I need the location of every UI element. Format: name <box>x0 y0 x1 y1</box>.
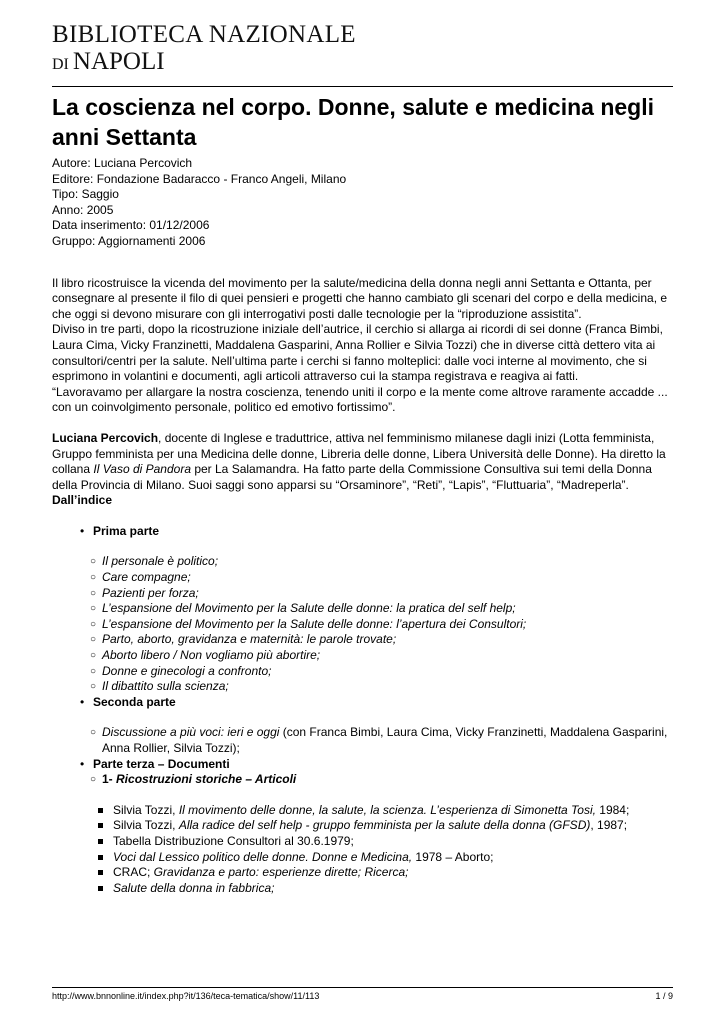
page-footer <box>52 987 673 1002</box>
list-item: Tabella Distribuzione Consultori al 30.6.1979; <box>98 834 675 850</box>
square-bullet-icon <box>98 870 103 875</box>
circle-bullet-icon: ○ <box>90 572 97 584</box>
list-item: Silvia Tozzi, Il movimento delle donne, la salute, la scienza. L’esperienza di Simonetta Tosi, 1984; <box>98 803 675 819</box>
list-item: ○ Donne e ginecologi a confronto; <box>90 663 272 678</box>
list-item: ○ L’espansione del Movimento per la Salute delle donne: la pratica del self help; <box>90 601 516 616</box>
part3-label: Parte terza – Documenti <box>93 756 230 771</box>
author-bio <box>52 431 675 493</box>
circle-bullet-icon: ○ <box>90 634 97 646</box>
square-bullet-icon <box>98 855 103 860</box>
logo-di: DI <box>52 56 69 73</box>
list-item: ○ Il personale è politico; <box>90 554 219 569</box>
list-item: CRAC; Gravidanza e parto: esperienze dirette; Ricerca; <box>98 865 675 881</box>
list-item <box>52 757 675 897</box>
logo-line2 <box>52 49 356 74</box>
index-list <box>52 524 675 896</box>
logo-line1: BIBLIOTECA NAZIONALE <box>52 21 356 48</box>
library-logo <box>52 22 356 74</box>
list-item <box>52 695 675 757</box>
bullet-icon: • <box>80 523 85 538</box>
list-item: ○ L’espansione del Movimento per la Salute delle donne: l’apertura dei Consultori; <box>90 616 527 631</box>
square-bullet-icon <box>98 886 103 891</box>
part1-items <box>90 554 675 694</box>
list-item: Salute della donna in fabbrica; <box>98 881 675 897</box>
circle-bullet-icon: ○ <box>90 681 97 693</box>
bio-series: Il Vaso di Pandora <box>93 462 191 477</box>
circle-bullet-icon: ○ <box>90 665 97 677</box>
circle-bullet-icon: ○ <box>90 603 97 615</box>
square-bullet-icon <box>98 808 103 813</box>
circle-bullet-icon: ○ <box>90 587 97 599</box>
list-item: ○ Parto, aborto, gravidanza e maternità: le parole trovate; <box>90 632 397 647</box>
meta-year: Anno: 2005 <box>52 202 114 217</box>
description-paragraph-2: Diviso in tre parti, dopo la ricostruzione iniziale dell’autrice, il cerchio si allarga ai ricordi di sei donne (Franca Bimbi, Laura Cima, Vicky Franzinetti, Maddalena Gasparini, Anna Rollier e Silvia Tozzi) che in diverse città dettero vita ai consultori/centri per la salute. Nell’ultima parte i cerchi si fanno molteplici: dalle voci interne al movimento, che si esprimono in volantini e documenti, agli articoli attraverso cui la stampa registrava e reagiva ai fatti. <box>52 322 663 384</box>
part2-items <box>90 725 675 756</box>
logo-napoli: NAPOLI <box>72 48 165 75</box>
circle-bullet-icon: ○ <box>90 650 97 662</box>
list-item: ○ 1- Ricostruzioni storiche – Articoli Silvia Tozzi, Il movimento delle donne, la salute, la scienza. L’esperienza di Simonetta Tosi, 1984; Silvia Tozzi, Alla radice del self help - gruppo femminista per la salute della donna (GFSD), 1987; Tabella Distribuzione Consultori al 30.6.1979; Voci dal Lessico politico delle donne. Donne e Medicina, 1978 – Aborto; CRAC; Gravidanza e parto: esperienze dirette; Ricerca; Salute della donna in fabbrica; <box>90 772 675 896</box>
meta-type: Tipo: Saggio <box>52 187 119 202</box>
part3-items <box>98 803 675 897</box>
circle-bullet-icon: ○ <box>90 774 97 786</box>
bio-text-2: per La Salamandra. Ha fatto parte della Commissione Consultiva sui temi della Donna della Provincia di Milano. Suoi saggi sono apparsi su “Orsaminore”, “Reti”, “Lapis”, “Fluttuaria”, “Madreperla”. <box>52 462 652 492</box>
list-item: Silvia Tozzi, Alla radice del self help - gruppo femminista per la salute della donna (GFSD), 1987; <box>98 818 675 834</box>
list-item: ○ Aborto libero / Non vogliamo più abortire; <box>90 648 321 663</box>
circle-bullet-icon: ○ <box>90 556 97 568</box>
list-item: ○ Care compagne; <box>90 570 191 585</box>
meta-group: Gruppo: Aggiornamenti 2006 <box>52 233 206 248</box>
list-item: ○ Il dibattito sulla scienza; <box>90 679 229 694</box>
description-paragraph-1: Il libro ricostruisce la vicenda del movimento per la salute/medicina della donna negli anni Settanta e Ottanta, per consegnare al presente il filo di quei pensieri e progetti che hanno cambiato gli scenari del corpo e della medicina, e che oggi si devono misurare con gli interrogativi posti dalle tecnologie per la “riproduzione assistita”. <box>52 275 668 321</box>
part2-label: Seconda parte <box>93 694 176 709</box>
list-item: ○ Discussione a più voci: ieri e oggi (con Franca Bimbi, Laura Cima, Vicky Franzinetti, Maddalena Gasparini, Anna Rollier, Silvia Tozzi); <box>90 725 668 755</box>
document-body <box>52 92 675 896</box>
bullet-icon: • <box>80 694 85 709</box>
list-item: ○ Pazienti per forza; <box>90 585 199 600</box>
list-item <box>52 524 675 695</box>
meta-date: Data inserimento: 01/12/2006 <box>52 218 210 233</box>
description-quote: “Lavoravamo per allargare la nostra coscienza, tenendo uniti il corpo e la mente come altrove raramente accadde ... con un coinvolgimento personale, politico ed emotivo fortissimo”. <box>52 384 668 415</box>
metadata-block <box>52 156 675 250</box>
square-bullet-icon <box>98 839 103 844</box>
index-heading: Dall’indice <box>52 493 113 508</box>
meta-publisher: Editore: Fondazione Badaracco - Franco Angeli, Milano <box>52 171 347 186</box>
list-item: Voci dal Lessico politico delle donne. Donne e Medicina, 1978 – Aborto; <box>98 850 675 866</box>
header-divider <box>52 86 673 87</box>
page-title: La coscienza nel corpo. Donne, salute e medicina negli anni Settanta <box>52 94 654 150</box>
part1-label: Prima parte <box>93 523 160 538</box>
square-bullet-icon <box>98 823 103 828</box>
page-number: 1 / 9 <box>655 991 673 1001</box>
bullet-icon: • <box>80 756 85 771</box>
bio-name: Luciana Percovich <box>52 430 159 445</box>
part3-sublist <box>90 772 675 896</box>
circle-bullet-icon: ○ <box>90 618 97 630</box>
circle-bullet-icon: ○ <box>90 727 97 739</box>
meta-author: Autore: Luciana Percovich <box>52 156 193 170</box>
bio-text-1: , docente di Inglese e traduttrice, attiva nel femminismo milanese dagli inizi (Lotta femminista, Gruppo femminista per una Medicina delle donne, Libreria delle donne, Libera Università delle Donne). Ha diretto la collana <box>52 430 666 477</box>
footer-url[interactable]: http://www.bnnonline.it/index.php?it/136/teca-tematica/show/11/113 <box>52 991 320 1001</box>
